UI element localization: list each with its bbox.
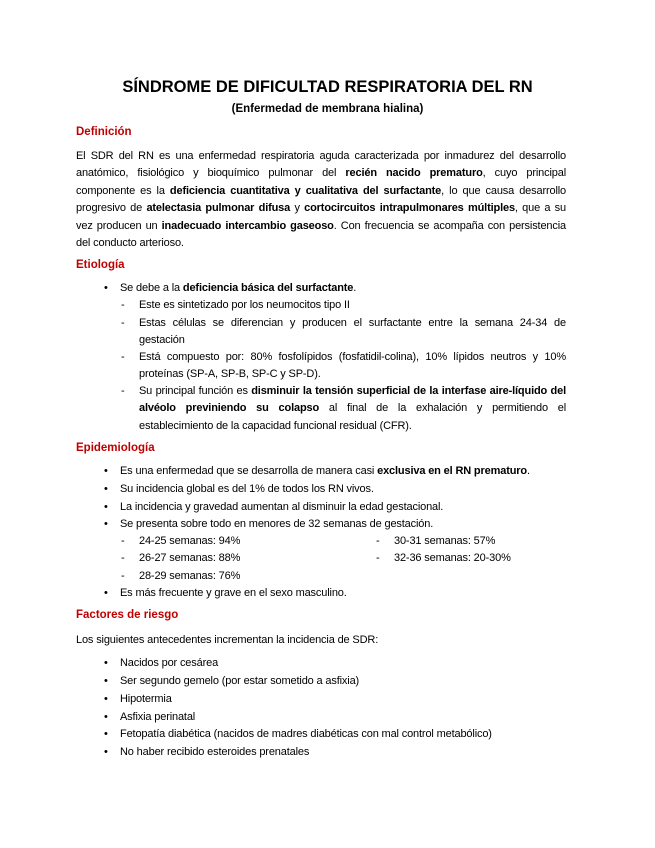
list-item: - 28-29 semanas: 76%: [121, 570, 241, 582]
list-item: - Este es sintetizado por los neumocitos tipo II: [121, 299, 350, 311]
list-item: - 24-25 semanas: 94%: [121, 535, 241, 547]
list-item: - 32-36 semanas: 20-30%: [376, 552, 511, 564]
list-item: - 26-27 semanas: 88%: [121, 552, 241, 564]
list-item: - Estas células se diferencian y producen el surfactante entre la semana 24-34 de gestación: [121, 317, 566, 347]
heading-factores-riesgo: Factores de riesgo: [76, 609, 179, 621]
definicion-paragraph: El SDR del RN es una enfermedad respiratoria aguda caracterizada por inmadurez del desarrollo anatómico, fisiológico y bioquímico pulmonar del recién nacido prematuro, cuyo principal componente es la deficiencia cuantitativa y cualitativa del surfactante, lo que causa desarrollo progresivo de atelectasia pulmonar difusa y cortocircuitos intrapulmonares múltiples, que a su vez producen un inadecuado intercambio gaseoso. Con frecuencia se acompaña con persistencia del conducto arterioso.: [76, 150, 567, 250]
factores-intro: Los siguientes antecedentes incrementan la incidencia de SDR:: [76, 634, 379, 646]
heading-etiologia: Etiología: [76, 259, 125, 271]
heading-epidemiologia: Epidemiología: [76, 442, 155, 454]
list-item: - 30-31 semanas: 57%: [376, 535, 496, 547]
page-subtitle: (Enfermedad de membrana hialina): [231, 103, 424, 115]
page-title: SÍNDROME DE DIFICULTAD RESPIRATORIA DEL RN: [122, 78, 533, 96]
list-item: - Está compuesto por: 80% fosfolípidos (fosfatidil-colina), 10% lípidos neutros y 10% proteínas (SP-A, SP-B, SP-C y SP-D).: [121, 351, 566, 381]
list-item: - Su principal función es disminuir la tensión superficial de la interfase aire-líquido del alvéolo previniendo su colapso al final de la exhalación y permitiendo el establecimiento de la capacidad funcional residual (CFR).: [121, 385, 566, 432]
heading-definicion: Definición: [76, 126, 132, 138]
